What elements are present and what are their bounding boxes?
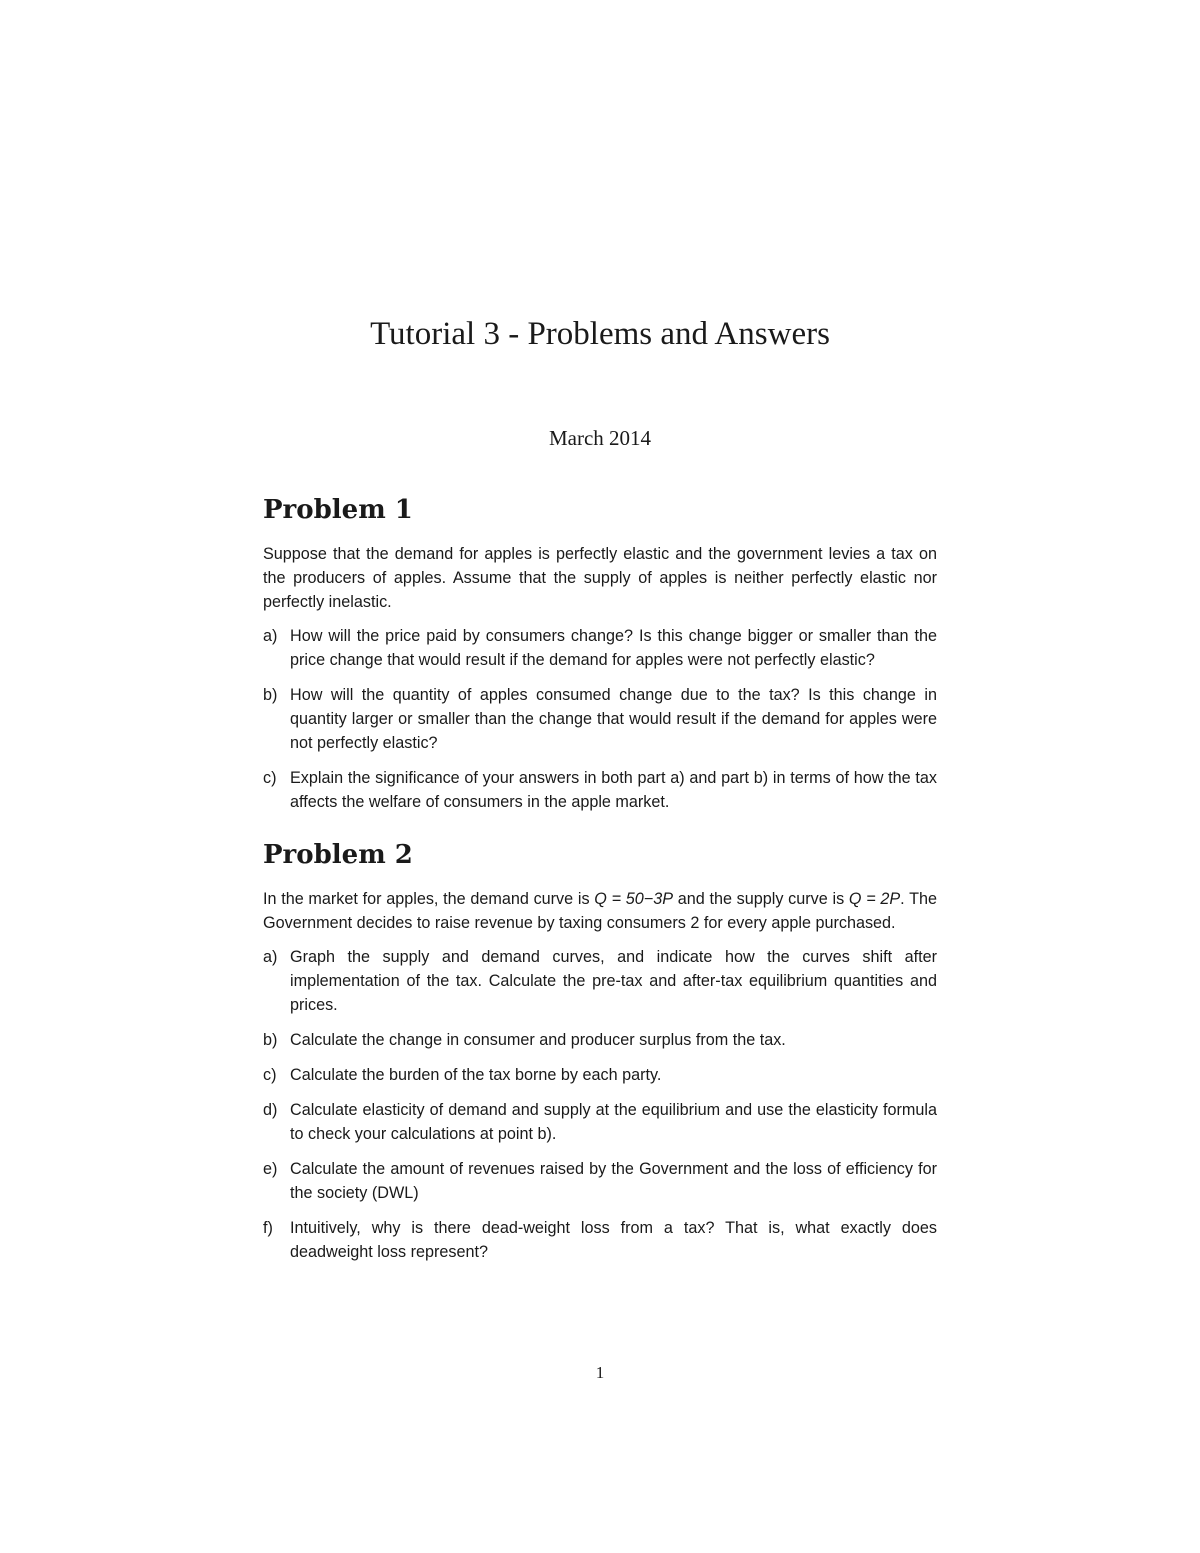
item-text: Explain the significance of your answers in both part a) and part b) in terms of how the tax affects the welfare of consumers in the apple market. [290,769,937,811]
problem-2-list [263,945,937,1264]
item-marker: e) [263,1160,278,1178]
problem-1-section [263,492,937,814]
page-number: 1 [595,1363,605,1382]
problem-2-intro [263,887,937,935]
intro-text: In the market for apples, the demand curve is [263,890,595,908]
problem-1-heading: Problem 1 [263,495,413,525]
problem-1-item-a [263,624,937,672]
item-marker: c) [263,1066,277,1084]
item-marker: d) [263,1101,278,1119]
problem-2-section [263,837,937,1264]
item-text: Calculate the change in consumer and producer surplus from the tax. [290,1031,786,1049]
item-marker: a) [263,627,278,645]
item-text: Calculate the amount of revenues raised by the Government and the loss of efficiency for the society (DWL) [290,1160,937,1202]
problem-2-item-a [263,945,937,1017]
problem-2-heading: Problem 2 [263,840,413,870]
problem-2-item-d [263,1098,937,1146]
supply-equation: Q = 2P [848,890,901,908]
intro-text: and the supply curve is [673,890,849,908]
document-body [263,492,937,1275]
item-text: Calculate the burden of the tax borne by each party. [290,1066,662,1084]
problem-1-list [263,624,937,814]
item-marker: a) [263,948,278,966]
problem-2-item-b [263,1028,937,1052]
problem-2-item-c [263,1063,937,1087]
document-title: Tutorial 3 - Problems and Answers [370,316,830,352]
item-marker: b) [263,1031,278,1049]
item-marker: f) [263,1219,273,1237]
problem-2-item-e [263,1157,937,1205]
problem-1-item-c [263,766,937,814]
item-text: Calculate elasticity of demand and supply at the equilibrium and use the elasticity formula to check your calculations at point b). [290,1101,937,1143]
item-text: How will the price paid by consumers change? Is this change bigger or smaller than the price change that would result if the demand for apples were not perfectly elastic? [290,627,937,669]
item-marker: c) [263,769,277,787]
problem-1-item-b [263,683,937,755]
item-text: How will the quantity of apples consumed change due to the tax? Is this change in quantity larger or smaller than the change that would result if the demand for apples were not perfectly elastic? [290,686,937,752]
document-date: March 2014 [548,426,652,450]
item-marker: b) [263,686,278,704]
intro-text: . The Government decides to raise revenue by taxing consumers 2 for every apple purchased. [263,890,937,932]
item-text: Intuitively, why is there dead-weight loss from a tax? That is, what exactly does deadweight loss represent? [290,1219,937,1261]
item-text: Graph the supply and demand curves, and indicate how the curves shift after implementation of the tax. Calculate the pre-tax and after-tax equilibrium quantities and prices. [290,948,937,1014]
problem-1-intro: Suppose that the demand for apples is perfectly elastic and the government levies a tax on the producers of apples. Assume that the supply of apples is neither perfectly elastic nor perfectly inelastic. [263,545,937,611]
demand-equation: Q = 50−3P [594,890,674,908]
problem-2-item-f [263,1216,937,1264]
